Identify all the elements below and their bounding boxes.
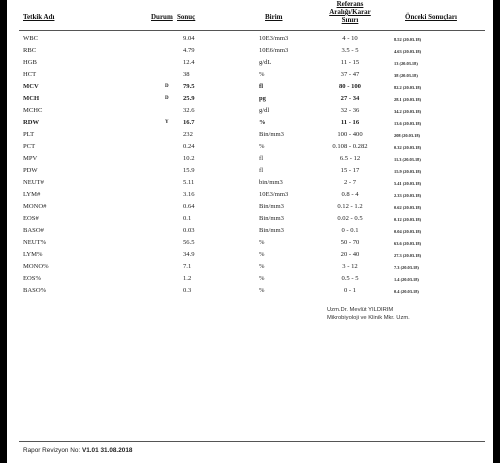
previous-result: 11.3 (20.03.18) — [394, 156, 421, 162]
result-value: 5.11 — [183, 179, 195, 187]
unit: 10E3/mm3 — [259, 191, 289, 199]
previous-result: 13.6 (20.03.18) — [394, 120, 422, 126]
unit: Bin/mm3 — [259, 215, 284, 223]
reference-range: 100 - 400 — [337, 131, 363, 139]
table-row — [7, 82, 493, 94]
unit: % — [259, 263, 265, 271]
test-name: MONO# — [23, 203, 47, 211]
reference-range: 3.5 - 5 — [341, 47, 359, 55]
reference-range: 0.108 - 0.282 — [332, 143, 368, 151]
result-value: 25.9 — [183, 95, 195, 103]
header-reference-line2: Aralığı/Karar — [329, 8, 371, 16]
table-row — [7, 238, 493, 250]
table-row — [7, 130, 493, 142]
result-value: 38 — [183, 71, 190, 79]
result-value: 10.2 — [183, 155, 195, 163]
test-name: RBC — [23, 47, 37, 55]
previous-result: 27.3 (20.03.18) — [394, 252, 422, 258]
lab-report-page — [7, 0, 493, 463]
unit: bin/mm3 — [259, 179, 283, 187]
test-name: LYM# — [23, 191, 41, 199]
test-name: MCV — [23, 83, 39, 91]
footer-revision-value: V1.01 31.08.2018 — [81, 447, 133, 454]
reference-range: 80 - 100 — [339, 83, 361, 91]
unit: % — [259, 239, 265, 247]
unit: Bin/mm3 — [259, 203, 284, 211]
table-row — [7, 202, 493, 214]
header-unit: Birim — [265, 13, 283, 21]
result-value: 16.7 — [183, 119, 195, 127]
unit: fl — [259, 155, 264, 163]
unit: 10E6/mm3 — [259, 47, 289, 55]
result-value: 12.4 — [183, 59, 195, 67]
reference-range: 0.5 - 5 — [341, 275, 359, 283]
header-divider — [19, 30, 485, 31]
test-name: NEUT# — [23, 179, 44, 187]
reference-range: 50 - 70 — [340, 239, 360, 247]
unit: % — [259, 119, 266, 127]
table-row — [7, 178, 493, 190]
footer-revision-label: Rapor Revizyon No: — [23, 447, 81, 454]
reference-range: 3 - 12 — [342, 263, 358, 271]
unit: % — [259, 143, 265, 151]
result-value: 56.5 — [183, 239, 195, 247]
reference-range: 11 - 15 — [340, 59, 360, 67]
previous-result: 0.4 (20.03.18) — [394, 288, 419, 294]
header-result: Sonuç — [177, 13, 196, 21]
result-value: 0.3 — [183, 287, 192, 295]
reference-range: 0.12 - 1.2 — [337, 203, 363, 211]
reference-range: 32 - 36 — [340, 107, 360, 115]
unit: g/dl — [259, 107, 270, 115]
reference-range: 37 - 47 — [340, 71, 360, 79]
previous-result: 38 (20.03.18) — [394, 72, 418, 78]
previous-result: 82.2 (20.03.18) — [394, 84, 422, 90]
previous-result: 13 (20.03.18) — [394, 60, 418, 66]
reference-range: 20 - 40 — [340, 251, 360, 259]
previous-result: 4.63 (20.03.18) — [394, 48, 422, 54]
table-row — [7, 190, 493, 202]
table-row — [7, 166, 493, 178]
table-row — [7, 274, 493, 286]
table-row — [7, 94, 493, 106]
result-value: 34.9 — [183, 251, 195, 259]
previous-result: 7.3 (20.03.18) — [394, 264, 419, 270]
previous-result: 0.04 (20.03.18) — [394, 228, 422, 234]
previous-result: 5.41 (20.03.18) — [394, 180, 422, 186]
result-value: 0.64 — [183, 203, 195, 211]
status-flag: D — [165, 96, 169, 102]
unit: % — [259, 251, 265, 259]
reference-range: 15 - 17 — [340, 167, 360, 175]
test-name: WBC — [23, 35, 39, 42]
test-name: HCT — [23, 71, 37, 79]
unit: Bin/mm3 — [259, 227, 284, 235]
header-test-name: Tetkik Adı — [23, 13, 55, 21]
table-row — [7, 142, 493, 154]
unit: pg — [259, 95, 266, 103]
test-name: EOS% — [23, 275, 41, 283]
table-row — [7, 226, 493, 238]
previous-result: 208 (20.03.18) — [394, 132, 420, 138]
table-row — [7, 286, 493, 298]
result-value: 1.2 — [183, 275, 192, 283]
previous-result: 63.6 (20.03.18) — [394, 240, 422, 246]
previous-result: 8.52 (20.03.18) — [394, 36, 422, 42]
header-reference-line1: Referans — [336, 0, 364, 8]
reference-range: 11 - 16 — [340, 119, 360, 127]
previous-result: 0.62 (20.03.18) — [394, 204, 422, 210]
table-row — [7, 262, 493, 274]
test-name: MPV — [23, 155, 38, 163]
test-name: MCHC — [23, 107, 43, 115]
previous-result: 2.33 (20.03.18) — [394, 192, 422, 198]
header-previous-results: Önceki Sonuçları — [405, 13, 457, 21]
table-row — [7, 70, 493, 82]
test-name: NEUT% — [23, 239, 47, 247]
test-name: PLT — [23, 131, 35, 139]
unit: g/dL — [259, 59, 272, 67]
previous-result: 15.9 (20.03.18) — [394, 168, 422, 174]
reference-range: 2 - 7 — [343, 179, 357, 187]
table-row — [7, 58, 493, 70]
header-reference-line3: Sınırı — [341, 16, 359, 24]
unit: % — [259, 275, 265, 283]
previous-result: 0.32 (20.03.18) — [394, 144, 422, 150]
table-row — [7, 118, 493, 130]
unit: fl — [259, 167, 264, 175]
result-value: 79.5 — [183, 83, 195, 91]
unit: fl — [259, 83, 264, 91]
unit: % — [259, 287, 265, 295]
test-name: BASO# — [23, 227, 44, 235]
reference-range: 0 - 0.1 — [341, 227, 359, 235]
unit: Bin/mm3 — [259, 131, 284, 139]
result-value: 232 — [183, 131, 193, 139]
result-value: 0.1 — [183, 215, 192, 223]
footer-revision — [23, 447, 132, 454]
result-value: 0.03 — [183, 227, 195, 235]
result-value: 32.6 — [183, 107, 195, 115]
table-row — [7, 106, 493, 118]
reference-range: 0.8 - 4 — [341, 191, 359, 199]
status-flag: D — [165, 84, 169, 90]
signature-name: Uzm.Dr. Mevlüt YILDIRIM — [327, 307, 394, 313]
table-row — [7, 214, 493, 226]
status-flag: Y — [165, 120, 169, 126]
previous-result: 28.1 (20.03.18) — [394, 96, 422, 102]
reference-range: 6.5 - 12 — [339, 155, 361, 163]
result-value: 9.04 — [183, 35, 195, 42]
result-value: 3.16 — [183, 191, 195, 199]
header-reference — [323, 0, 377, 24]
reference-range: 27 - 34 — [340, 95, 360, 103]
reference-range: 4 - 10 — [342, 35, 358, 42]
test-name: HGB — [23, 59, 37, 67]
previous-result: 34.2 (20.03.18) — [394, 108, 422, 114]
result-value: 15.9 — [183, 167, 195, 175]
previous-result: 0.12 (20.03.18) — [394, 216, 422, 222]
unit: % — [259, 71, 265, 79]
result-value: 0.24 — [183, 143, 195, 151]
footer-divider — [19, 441, 485, 442]
table-row — [7, 46, 493, 58]
unit: 10E3/mm3 — [259, 35, 289, 42]
table-row — [7, 34, 493, 46]
test-name: PCT — [23, 143, 36, 151]
test-name: PDW — [23, 167, 38, 175]
test-name: BASO% — [23, 287, 47, 295]
reference-range: 0 - 1 — [343, 287, 357, 295]
table-row — [7, 154, 493, 166]
result-value: 7.1 — [183, 263, 192, 271]
test-name: EOS# — [23, 215, 39, 223]
test-name: MCH — [23, 95, 40, 103]
previous-result: 1.4 (20.03.18) — [394, 276, 419, 282]
reference-range: 0.02 - 0.5 — [337, 215, 363, 223]
result-value: 4.79 — [183, 47, 195, 55]
signature-department: Mikrobiyoloji ve Klinik Mkr. Uzm. — [327, 315, 410, 321]
test-name: LYM% — [23, 251, 43, 259]
test-name: MONO% — [23, 263, 49, 271]
table-row — [7, 250, 493, 262]
test-name: RDW — [23, 119, 40, 127]
header-status: Durum — [151, 13, 173, 21]
